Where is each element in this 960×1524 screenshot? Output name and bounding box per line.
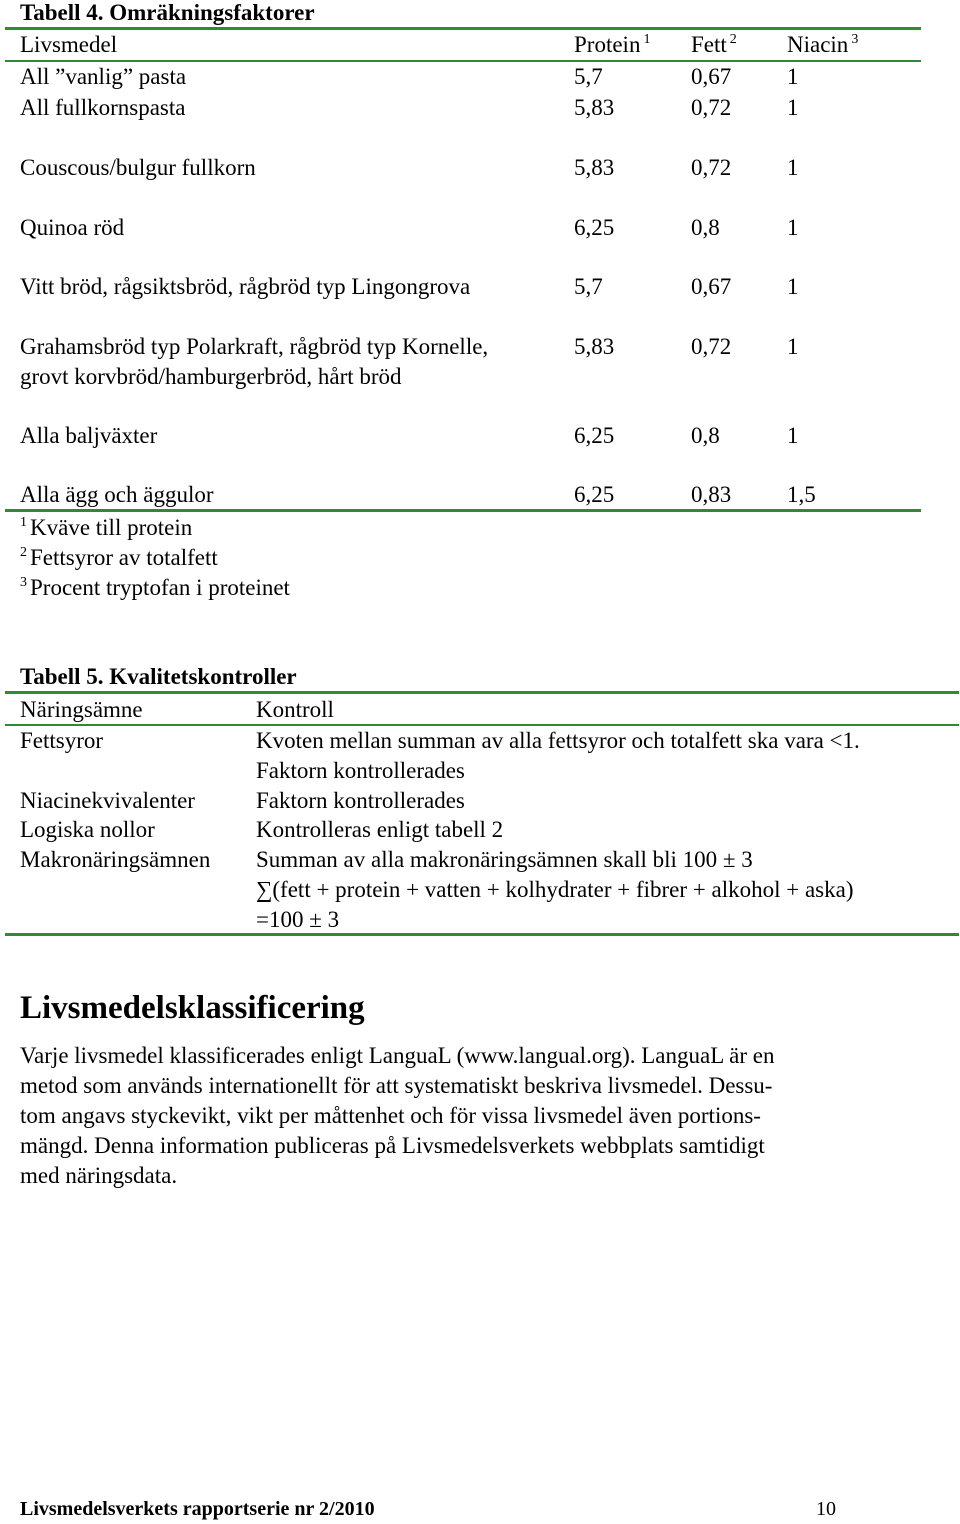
table-row-protein: 5,7 bbox=[574, 64, 603, 89]
table-row-food: Couscous/bulgur fullkorn bbox=[20, 155, 256, 180]
paragraph-line: Varje livsmedel klassificerades enligt LanguaL (www.langual.org). LanguaL är en bbox=[20, 1043, 775, 1068]
table-row-niacin: 1 bbox=[787, 274, 799, 299]
footnote: $^3$ Procent tryptofan i proteinet bbox=[20, 575, 290, 600]
table-row-fat: 0,72 bbox=[691, 155, 732, 180]
paragraph-line: metod som används internationellt för att systematiskt beskriva livsmedel. Dessu- bbox=[20, 1073, 773, 1098]
table5-header-nutrient: Näringsämne bbox=[20, 697, 143, 722]
table-row-fat: 0,8 bbox=[691, 215, 720, 240]
table-row-nutrient: Makronäringsämnen bbox=[20, 847, 211, 872]
section-heading: Livsmedelsklassificering bbox=[20, 990, 365, 1026]
table-row-protein: 6,25 bbox=[574, 423, 615, 448]
table-row-fat: 0,67 bbox=[691, 64, 732, 89]
table4-bottom-rule bbox=[5, 509, 921, 512]
footer-series: Livsmedelsverkets rapportserie nr 2/2010 bbox=[20, 1498, 375, 1520]
table4-header-protein: Protein $^1$ bbox=[574, 32, 651, 57]
table-row-protein: 5,83 bbox=[574, 334, 615, 359]
table-row-food-line2: grovt korvbröd/hamburgerbröd, hårt bröd bbox=[20, 364, 402, 389]
table5-top-rule bbox=[5, 691, 959, 694]
table4-title: Tabell 4. Omräkningsfaktorer bbox=[20, 0, 315, 25]
table4-header-food: Livsmedel bbox=[20, 32, 118, 57]
table-row-food: Quinoa röd bbox=[20, 215, 125, 240]
table4-top-rule bbox=[5, 27, 921, 30]
table-row-niacin: 1,5 bbox=[787, 482, 816, 507]
section-paragraph bbox=[20, 1041, 930, 1191]
footnote: $^2$ Fettsyror av totalfett bbox=[20, 545, 218, 570]
table4-header-niacin: Niacin $^3$ bbox=[787, 32, 859, 57]
table-row-niacin: 1 bbox=[787, 64, 799, 89]
table-row-control: Faktorn kontrollerades bbox=[256, 758, 465, 783]
table-row-fat: 0,83 bbox=[691, 482, 732, 507]
table-row-protein: 6,25 bbox=[574, 482, 615, 507]
table-row-control: ∑(fett + protein + vatten + kolhydrater + fibrer + alkohol + aska) bbox=[256, 877, 854, 902]
footnote: $^1$ Kväve till protein bbox=[20, 515, 193, 540]
table-row-control: Kvoten mellan summan av alla fettsyror och totalfett ska vara <1. bbox=[256, 728, 860, 753]
table-row-food: Grahamsbröd typ Polarkraft, rågbröd typ Kornelle, bbox=[20, 334, 489, 359]
table-row-nutrient: Fettsyror bbox=[20, 728, 104, 753]
paragraph-line: med näringsdata. bbox=[20, 1163, 178, 1188]
table-row-food: All fullkornspasta bbox=[20, 95, 186, 120]
table-row-fat: 0,67 bbox=[691, 274, 732, 299]
table-row-control: Kontrolleras enligt tabell 2 bbox=[256, 817, 504, 842]
table-row-nutrient: Niacinekvivalenter bbox=[20, 788, 195, 813]
table-row-food: Alla ägg och äggulor bbox=[20, 482, 214, 507]
table-row-control: Summan av alla makronäringsämnen skall bli 100 ± 3 bbox=[256, 847, 753, 872]
table-row-food: Vitt bröd, rågsiktsbröd, rågbröd typ Lingongrova bbox=[20, 274, 471, 299]
page-number: 10 bbox=[816, 1498, 836, 1520]
table-row-control: Faktorn kontrollerades bbox=[256, 788, 465, 813]
table-row-fat: 0,72 bbox=[691, 334, 732, 359]
table-row-niacin: 1 bbox=[787, 155, 799, 180]
table-row-niacin: 1 bbox=[787, 334, 799, 359]
table-row-niacin: 1 bbox=[787, 215, 799, 240]
table5-header-control: Kontroll bbox=[256, 697, 334, 722]
table-row-niacin: 1 bbox=[787, 95, 799, 120]
table-row-food: All ”vanlig” pasta bbox=[20, 64, 187, 89]
table-row-protein: 5,83 bbox=[574, 155, 615, 180]
table-row-nutrient: Logiska nollor bbox=[20, 817, 155, 842]
table5-bottom-rule bbox=[5, 933, 959, 936]
table5-title: Tabell 5. Kvalitetskontroller bbox=[20, 664, 297, 689]
table-row-fat: 0,8 bbox=[691, 423, 720, 448]
paragraph-line: mängd. Denna information publiceras på Livsmedelsverkets webbplats samtidigt bbox=[20, 1133, 765, 1158]
table-row-protein: 5,83 bbox=[574, 95, 615, 120]
table4-header-fat: Fett $^2$ bbox=[691, 32, 737, 57]
table-row-control: =100 ± 3 bbox=[256, 907, 340, 932]
table-row-protein: 6,25 bbox=[574, 215, 615, 240]
table-row-niacin: 1 bbox=[787, 423, 799, 448]
table-row-food: Alla baljväxter bbox=[20, 423, 158, 448]
table-row-protein: 5,7 bbox=[574, 274, 603, 299]
table-row-fat: 0,72 bbox=[691, 95, 732, 120]
paragraph-line: tom angavs styckevikt, vikt per måttenhet och för vissa livsmedel även portions- bbox=[20, 1103, 761, 1128]
